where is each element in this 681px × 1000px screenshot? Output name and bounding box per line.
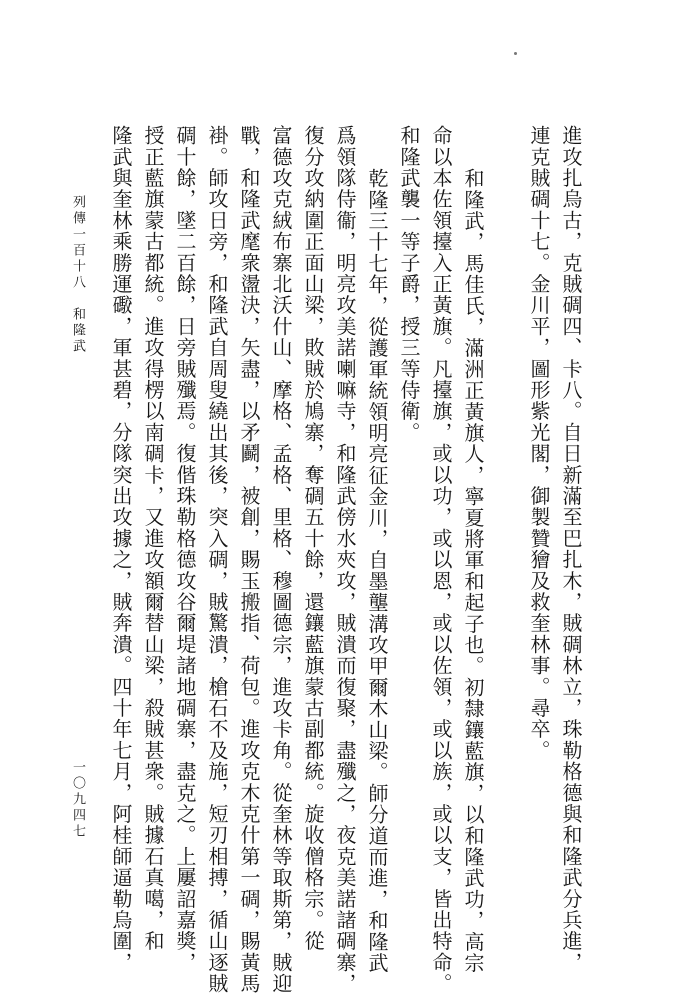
text-column-6: 乾隆三十七年，從護軍統領明亮征金川，自墨壟溝攻甲爾木山梁。師分道而進，和隆武 [365, 168, 389, 974]
running-head: 列傳一百十八 和隆武 [70, 195, 85, 355]
page-speck [514, 52, 517, 55]
text-column-9: 富德攻克絨布寨北沃什山、摩格、孟格、里格、穆圖德宗，進攻卡角。從奎林等取斯第，賊迎 [269, 125, 293, 995]
text-column-4: 命以本佐領擡入正黃旗。凡擡旗，或以功，或以恩，或以佐領，或以族，或以支，皆出特命。 [429, 125, 453, 995]
text-column-14: 隆武與奎林乘勝運礮，軍甚碧，分隊突出攻據之，賊奔潰。四十年七月，阿桂師逼勒烏圍， [109, 125, 133, 973]
text-column-3: 和隆武，馬佳氏，滿洲正黃旗人，寧夏將軍和起子也。初隸鑲藍旗，以和隆武功，高宗 [461, 168, 485, 974]
text-column-7: 爲領隊侍衞，明亮攻美諾喇嘛寺，和隆武傍水夾攻，賊潰而復聚，盡殲之，夜克美諾諸碉寨， [333, 125, 357, 995]
text-column-2: 連克賊碉十七。金川平，圖形紫光閣，御製贊獪及救奎林事。尋卒。 [527, 125, 551, 761]
page-number: 一〇九四七 [70, 760, 85, 840]
text-column-12: 碉十餘，墜二百餘，日旁賊殲焉。復偕珠勒格德攻谷爾堤諸地碉寨，盡克之。上屢詔嘉獎， [173, 125, 197, 973]
text-column-13: 授正藍旗蒙古都統。進攻得楞以南碉卡，又進攻額爾替山梁，殺賊甚衆。賊據石真噶，和 [141, 125, 165, 952]
text-column-11: 褂。師攻日旁，和隆武自周叟繞出其後，突入碉，賊驚潰，槍石不及施，短刃相搏，循山逐賊 [205, 125, 229, 995]
text-column-5: 和隆武襲一等子爵，授三等侍衛。 [397, 125, 421, 443]
text-column-10: 戰，和隆武麾衆盪決，矢盡，以矛鬬，被創，賜玉搬指、荷包。進攻克木克什第一碉，賜黃馬 [237, 125, 261, 995]
text-column-1: 進攻扎烏古，克賊碉四、卡八。自日新滿至巴扎木，賊碉林立，珠勒格德與和隆武分兵進， [559, 125, 583, 973]
text-column-8: 復分攻納圍正面山梁，敗賊於鳩寨，奪碉五十餘，還鑲藍旗蒙古副都統。旋收僧格宗。從 [301, 125, 325, 952]
